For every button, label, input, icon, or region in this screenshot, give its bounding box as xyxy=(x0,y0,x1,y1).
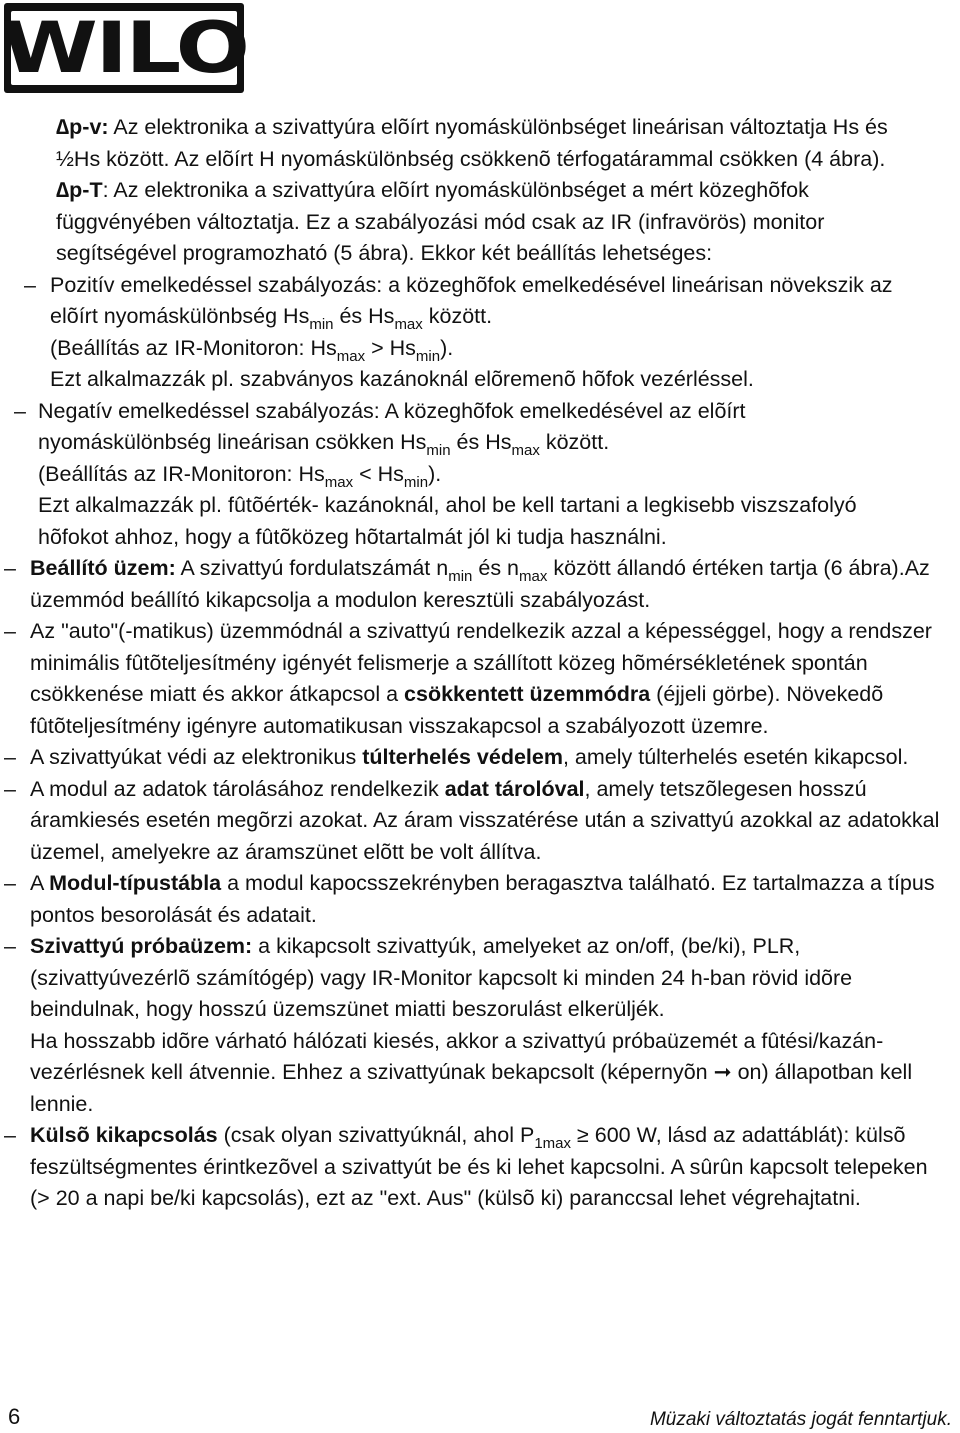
subscript: max xyxy=(519,568,548,585)
subscript: 1max xyxy=(534,1135,571,1152)
delta-symbol: ∆ xyxy=(56,115,70,139)
dash-bullet: – xyxy=(4,1123,16,1147)
setting-text: > Hs xyxy=(365,335,416,360)
positive-usage: Ezt alkalmazzák pl. szabványos kazánoknál elõremenõ hõfok vezérléssel. xyxy=(50,367,754,391)
dash-bullet: – xyxy=(24,272,36,297)
external-off-text: (csak olyan szivattyúknál, ahol P xyxy=(217,1123,535,1147)
setting-mode-text: és n xyxy=(472,556,520,580)
dash-bullet: – xyxy=(4,871,16,895)
setting-mode-text: között állandó értéken tartja (6 ábra).Az üzemmód beállító kikapcsolja a modulon keresztüli szabályozást. xyxy=(30,556,930,612)
bold-term: Szivattyú próbaüzem: xyxy=(30,934,253,958)
setting-text: (Beállítás az IR-Monitoron: Hs xyxy=(50,335,337,360)
setting-text: (Beállítás az IR-Monitoron: Hs xyxy=(38,461,325,486)
setting-text: ). xyxy=(440,335,454,360)
list-item-external-off xyxy=(0,1120,952,1215)
dpt-label: p-T xyxy=(69,178,103,202)
negative-text: között. xyxy=(539,430,610,454)
positive-setting xyxy=(0,333,924,365)
dash-bullet: – xyxy=(4,776,16,801)
dpt-text: : Az elektronika a szivattyúra elõírt nyomáskülönbséget a mért közeghõfok függvényében változtatja. Ez a szabályozási mód csak az IR (infravörös) monitor segítségével programozható (5 ábra). Ekkor két beállítás lehetséges: xyxy=(56,178,825,265)
external-off-text: ≥ 600 W, lásd az adattáblát): külsõ feszültségmentes érintkezõvel a szivattyút be és ki lehet kapcsolni. A sûrûn kapcsolt telepeken (> 20 a napi be/ki kapcsolás), ezt az "ext. Aus" (külsõ ki) paranccsal lehet végrehajtatni. xyxy=(30,1123,928,1210)
setting-mode-text: A szivattyú fordulatszámát n xyxy=(175,556,449,580)
bold-term: Külsõ kikapcsolás xyxy=(30,1123,218,1147)
negative-text: és Hs xyxy=(450,430,512,454)
dash-bullet: – xyxy=(4,556,16,580)
bold-term: túlterhelés védelem xyxy=(362,745,563,769)
page-number: 6 xyxy=(8,1404,21,1429)
negative-text: Negatív emelkedéssel szabályozás: A közeghõfok emelkedésével az elõírt nyomáskülönbség lineárisan csökken Hs xyxy=(38,398,746,454)
positive-text: között. xyxy=(422,304,493,328)
dash-bullet: – xyxy=(4,934,16,958)
subscript: max xyxy=(336,347,366,365)
negative-usage: Ezt alkalmazzák pl. fûtõérték- kazánoknál, ahol be kell tartani a legkisebb viszszafolyó hõfokot ahhoz, hogy a fûtõközeg hõtartalmát jól ki tudja használni. xyxy=(38,493,857,549)
arrow-icon: ➞ xyxy=(713,1060,732,1084)
type-plate-text: a modul kapocsszekrényben beragasztva található. Ez tartalmazza a típus pontos besorolását és adatait. xyxy=(30,871,935,927)
bold-term: Modul-típustábla xyxy=(49,871,222,895)
dash-bullet: – xyxy=(4,745,16,769)
footer-note: Müzaki változtatás jogát fenntartjuk. xyxy=(649,1409,952,1430)
bold-term: adat tárolóval xyxy=(444,776,585,801)
data-storage-text: A modul az adatok tárolásához rendelkezik xyxy=(30,776,445,801)
dpv-label: p-v: xyxy=(69,115,109,139)
list-item-negative xyxy=(0,396,924,459)
delta-symbol: ∆ xyxy=(56,178,70,202)
subscript: min xyxy=(448,568,473,585)
subscript: min xyxy=(426,442,451,459)
auto-mode-text: (éjjeli görbe). Növekedõ fûtõteljesítmény igényre automatikusan visszakapcsol a szabályozott üzemre. xyxy=(30,682,884,738)
subscript: max xyxy=(394,316,423,333)
setting-text: ). xyxy=(428,461,442,486)
paragraph-dpv xyxy=(56,112,918,175)
paragraph-dpt xyxy=(56,175,918,270)
overload-text: A szivattyúkat védi az elektronikus xyxy=(30,745,363,769)
wilo-logo-inner xyxy=(0,7,248,89)
list-item-type-plate xyxy=(0,868,952,931)
test-run-continuation xyxy=(0,1026,952,1121)
test-run-text: Ha hosszabb idõre várható hálózati kiesés, akkor a szivattyú próbaüzemét a fûtési/kazán-vezérlésnek kell átvennie. Ehhez a szivattyúnak bekapcsolt (képernyõn xyxy=(30,1028,884,1084)
wilo-logo xyxy=(0,3,248,93)
list-item-positive xyxy=(0,270,924,333)
dash-bullet: – xyxy=(4,619,16,643)
subscript: min xyxy=(309,316,334,333)
negative-setting xyxy=(0,459,924,491)
bold-term: csökkentett üzemmódra xyxy=(404,682,651,706)
list-item-test-run xyxy=(0,931,952,1026)
type-plate-text: A xyxy=(30,871,50,895)
dash-bullet: – xyxy=(14,398,26,423)
auto-mode-text: Az "auto"(-matikus) üzemmódnál a szivattyú rendelkezik azzal a képességgel, hogy a rendszer minimális fûtõteljesítmény igényét felismerje a szállított közeg hõmérsékletének spontán csökkenése miatt és akkor átkapcsol a xyxy=(30,619,932,706)
wilo-logo-text: WILO xyxy=(0,7,248,89)
positive-text: és Hs xyxy=(333,304,395,328)
subscript: min xyxy=(403,473,429,491)
document-body xyxy=(0,112,960,1215)
data-storage-text: , amely tetszõlegesen hosszú áramkiesés esetén megõrzi azokat. Az áram visszatérése után a szivattyú azokkal az adatokkal üzemel, amelyekre az áramszünet elõtt be volt állítva. xyxy=(30,776,940,864)
test-run-text: on) állapotban kell lennie. xyxy=(30,1060,913,1116)
positive-text: Pozitív emelkedéssel szabályozás: a közeghõfok emelkedésével lineárisan növekszik az elõírt nyomáskülönbség Hs xyxy=(50,272,893,328)
subscript: max xyxy=(511,442,540,459)
subscript: max xyxy=(324,473,354,491)
list-item-auto-mode xyxy=(0,616,952,742)
list-item-setting-mode xyxy=(0,553,952,616)
bold-term: Beállító üzem: xyxy=(30,556,176,580)
test-run-text: a kikapcsolt szivattyúk, amelyeket az on/off, (be/ki), PLR, (szivattyúvezérlõ számítógép) vagy IR-Monitor kapcsolt ki minden 24 h-ban rövid idõre beindulnak, hogy hosszú üzemszünet miatti beszorulást elkerüljék. xyxy=(30,934,853,1021)
subscript: min xyxy=(415,347,441,365)
setting-text: < Hs xyxy=(353,461,404,486)
list-item-overload xyxy=(0,742,952,774)
list-item-data-storage xyxy=(0,774,952,869)
overload-text: , amely túlterhelés esetén kikapcsol. xyxy=(562,745,909,769)
dpv-text: Az elektronika a szivattyúra elõírt nyomáskülönbséget lineárisan változtatja Hs és ½Hs között. Az elõírt H nyomáskülönbség csökkenõ térfogatárammal csökken (4 ábra). xyxy=(56,115,888,171)
